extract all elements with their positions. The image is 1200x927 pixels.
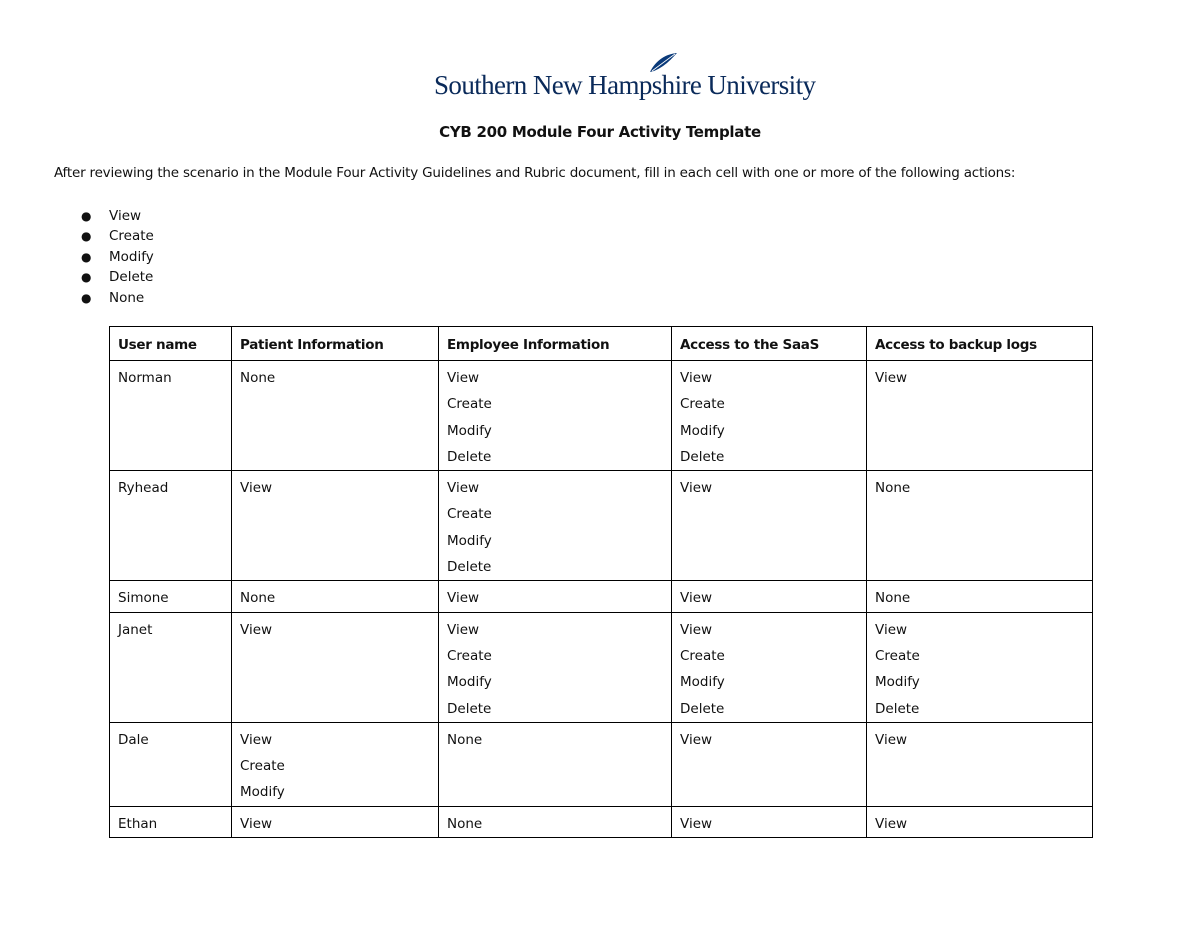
header-access-backup-logs: Access to backup logs [867, 327, 1093, 361]
access-backup-logs-cell [867, 471, 1093, 581]
permission-value: View [875, 621, 908, 638]
permission-value: Modify [875, 674, 920, 691]
user-name: Simone [118, 590, 169, 607]
permission-value: View [240, 731, 273, 748]
permission-value: Modify [447, 532, 492, 549]
access-saas-cell [672, 581, 867, 612]
patient-information-cell [232, 722, 439, 806]
action-item: ● Modify [0, 247, 154, 267]
permission-value: None [240, 590, 276, 607]
employee-information-cell [439, 471, 672, 581]
permission-value: View [240, 480, 273, 497]
permission-value: Modify [447, 422, 492, 439]
permission-value: Delete [447, 448, 492, 465]
user-name: Ethan [118, 815, 158, 832]
employee-information-cell [439, 581, 672, 612]
actions-list [0, 206, 154, 308]
access-backup-logs-cell [867, 581, 1093, 612]
permission-value: View [680, 621, 713, 638]
user-name: Ryhead [118, 480, 169, 497]
permission-value: View [680, 590, 713, 607]
permission-value: None [875, 590, 911, 607]
user-name-cell [110, 581, 232, 612]
patient-information-cell [232, 612, 439, 722]
access-backup-logs-cell [867, 806, 1093, 837]
permission-value: Modify [240, 784, 285, 801]
permission-value: View [447, 480, 480, 497]
patient-information-cell [232, 581, 439, 612]
permission-value: Modify [680, 422, 725, 439]
logo-wordmark: Southern New Hampshire University [434, 70, 816, 100]
access-saas-cell [672, 806, 867, 837]
table-row [110, 722, 1093, 806]
bullet-icon: ● [81, 229, 92, 244]
access-backup-logs-cell [867, 361, 1093, 471]
permission-value: Delete [680, 700, 725, 717]
permission-value: Delete [875, 700, 920, 717]
employee-information-cell [439, 806, 672, 837]
patient-information-cell [232, 471, 439, 581]
permission-value: None [447, 815, 483, 832]
action-item: ● Delete [0, 267, 154, 287]
header-access-saas: Access to the SaaS [672, 327, 867, 361]
action-item: ● Create [0, 226, 154, 246]
permission-value: View [680, 370, 713, 386]
permission-value: Create [447, 506, 492, 523]
access-saas-cell [672, 612, 867, 722]
permission-value: View [875, 815, 908, 832]
permission-value: None [447, 731, 483, 748]
permission-value: Delete [447, 700, 492, 717]
permission-value: Delete [680, 448, 725, 465]
permission-value: View [875, 731, 908, 748]
permission-value: Create [447, 396, 492, 413]
permission-value: Delete [447, 559, 492, 576]
permission-value: View [680, 815, 713, 832]
table-row [110, 806, 1093, 837]
permission-value: View [680, 731, 713, 748]
header-user-name: User name [110, 327, 232, 361]
permission-value: Modify [680, 674, 725, 691]
employee-information-cell [439, 361, 672, 471]
snhu-logo [434, 52, 816, 104]
access-saas-cell [672, 361, 867, 471]
bullet-icon: ● [81, 209, 92, 223]
user-name-cell [110, 722, 232, 806]
employee-information-cell [439, 612, 672, 722]
access-matrix-table [109, 326, 1093, 838]
table-row [110, 471, 1093, 581]
bullet-icon: ● [81, 249, 92, 264]
user-name: Dale [118, 731, 149, 748]
permission-value: View [875, 370, 908, 386]
patient-information-cell [232, 361, 439, 471]
permission-value: View [240, 815, 273, 832]
user-name-cell [110, 361, 232, 471]
user-name: Janet [118, 621, 153, 638]
permission-value: View [680, 480, 713, 497]
permission-value: Create [447, 647, 492, 664]
permission-value: View [447, 590, 480, 607]
permission-value: Create [680, 647, 725, 664]
permission-value: Create [875, 647, 920, 664]
permission-value: None [875, 480, 911, 497]
document-title: CYB 200 Module Four Activity Template [439, 123, 761, 141]
permission-value: View [447, 621, 480, 638]
action-item: ● None [0, 288, 154, 308]
permission-value: Modify [447, 674, 492, 691]
permission-value: Create [680, 396, 725, 413]
table-row [110, 612, 1093, 722]
instructions-text: After reviewing the scenario in the Module Four Activity Guidelines and Rubric document, fill in each cell with one or more of the following actions: [54, 165, 1016, 181]
table-row [110, 581, 1093, 612]
access-backup-logs-cell [867, 722, 1093, 806]
access-saas-cell [672, 471, 867, 581]
table-row [110, 361, 1093, 471]
permission-value: View [447, 370, 480, 386]
patient-information-cell [232, 806, 439, 837]
user-name: Norman [118, 370, 172, 386]
permission-value: Create [240, 758, 285, 775]
access-backup-logs-cell [867, 612, 1093, 722]
table-header-row [110, 327, 1093, 361]
header-patient-information: Patient Information [232, 327, 439, 361]
header-employee-information: Employee Information [439, 327, 672, 361]
employee-information-cell [439, 722, 672, 806]
access-saas-cell [672, 722, 867, 806]
user-name-cell [110, 612, 232, 722]
user-name-cell [110, 806, 232, 837]
bullet-icon: ● [81, 270, 92, 285]
permission-value: None [240, 370, 276, 386]
permission-value: View [240, 621, 273, 638]
bullet-icon: ● [81, 290, 92, 305]
action-item: ● View [0, 206, 154, 226]
user-name-cell [110, 471, 232, 581]
